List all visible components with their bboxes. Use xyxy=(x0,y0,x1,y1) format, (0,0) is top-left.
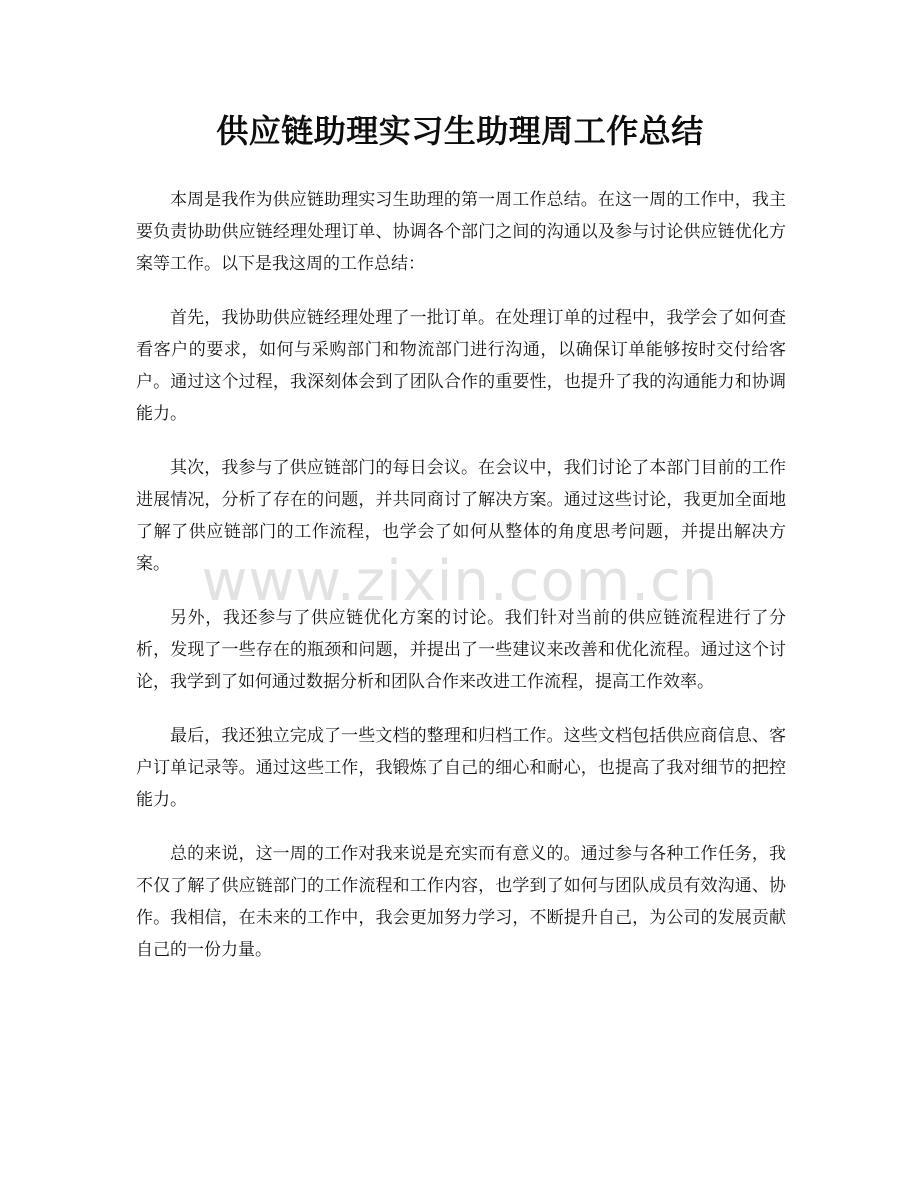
paragraph-first: 首先，我协助供应链经理处理了一批订单。在处理订单的过程中，我学会了如何查看客户的要求，如何与采购部门和物流部门进行沟通，以确保订单能够按时交付给客户。通过这个过程，我深刻体会到了团队合作的重要性，也提升了我的沟通能力和协调能力。 xyxy=(136,308,786,424)
paragraph-intro: 本周是我作为供应链助理实习生助理的第一周工作总结。在这一周的工作中，我主要负责协助供应链经理处理订单、协调各个部门之间的沟通以及参与讨论供应链优化方案等工作。以下是我这周的工作总结： xyxy=(136,190,786,274)
paragraph-summary: 总的来说，这一周的工作对我来说是充实而有意义的。通过参与各种工作任务，我不仅了解了供应链部门的工作流程和工作内容，也学到了如何与团队成员有效沟通、协作。我相信，在未来的工作中，我会更加努力学习，不断提升自己，为公司的发展贡献自己的一份力量。 xyxy=(136,844,786,960)
paragraph-second: 其次，我参与了供应链部门的每日会议。在会议中，我们讨论了本部门目前的工作进展情况，分析了存在的问题，并共同商讨了解决方案。通过这些讨论，我更加全面地了解了供应链部门的工作流程，也学会了如何从整体的角度思考问题，并提出解决方案。 xyxy=(136,458,786,574)
paragraph-fourth: 最后，我还独立完成了一些文档的整理和归档工作。这些文档包括供应商信息、客户订单记录等。通过这些工作，我锻炼了自己的细心和耐心，也提高了我对细节的把控能力。 xyxy=(136,726,786,810)
document-title: 供应链助理实习生助理周工作总结 xyxy=(216,112,704,150)
paragraph-third: 另外，我还参与了供应链优化方案的讨论。我们针对当前的供应链流程进行了分析，发现了一些存在的瓶颈和问题，并提出了一些建议来改善和优化流程。通过这个讨论，我学到了如何通过数据分析和团队合作来改进工作流程，提高工作效率。 xyxy=(136,608,786,692)
document-body xyxy=(136,184,786,988)
watermark-text: www.zixin.com.cn xyxy=(201,549,719,614)
